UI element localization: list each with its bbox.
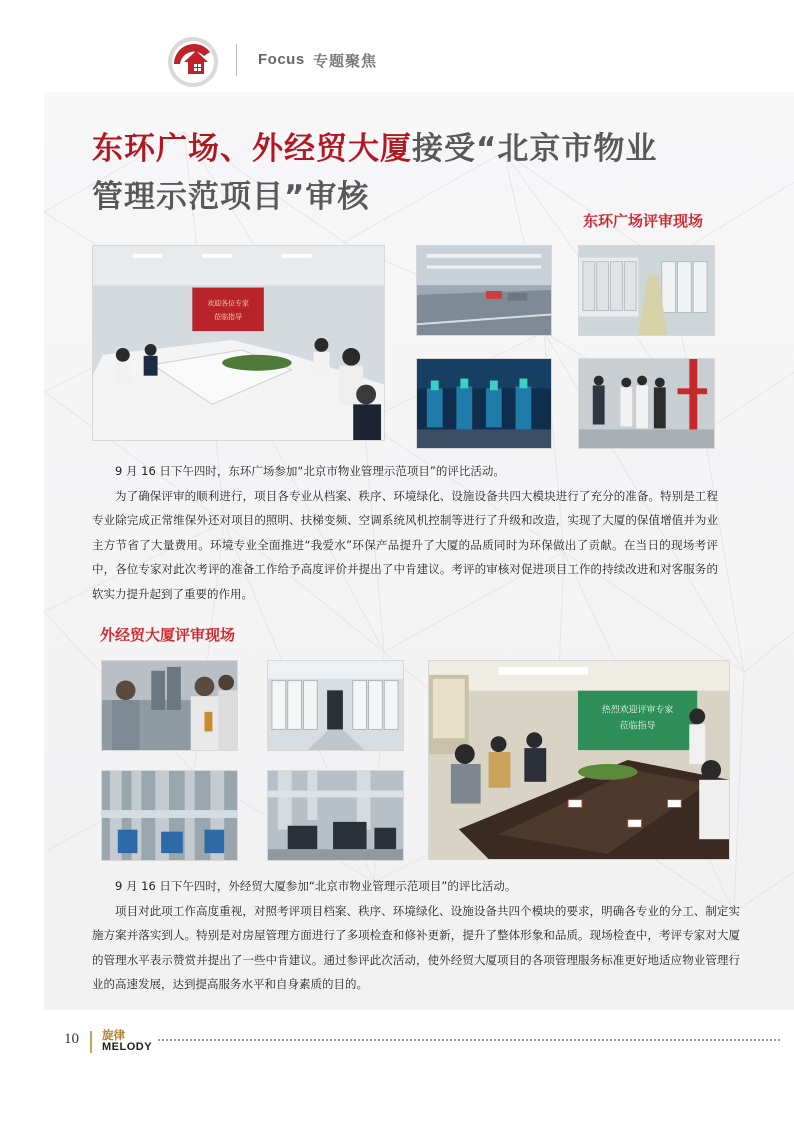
inspection-photo-icon <box>579 359 714 448</box>
header-divider <box>236 44 237 76</box>
photo-experts-inspection <box>101 660 238 751</box>
people-photo-icon <box>102 661 237 750</box>
photo-pump-units <box>267 770 404 861</box>
welcome-screen-text-2: 莅临指导 <box>619 721 656 732</box>
magazine-name-cn: 旋律 <box>102 1028 125 1042</box>
article-title <box>92 128 732 218</box>
switchgear-photo-icon <box>579 246 714 335</box>
pipes-photo-icon <box>102 771 237 860</box>
title-red-part: 东环广场、外经贸大厦 <box>92 131 412 167</box>
header-section-label: 专题聚焦 <box>313 52 378 70</box>
welcome-sign-text-1: 欢迎各位专家 <box>207 299 249 308</box>
switchgear-photo-icon <box>268 661 403 750</box>
pump-photo-icon <box>268 771 403 860</box>
title-line-2: 管理示范项目”审核 <box>92 179 370 215</box>
photo-fire-pump-inspection <box>578 358 715 449</box>
title-gray-part: 接受“北京市物业 <box>412 131 658 167</box>
magazine-name-en: MELODY <box>102 1041 153 1053</box>
photo-chiller-pipes <box>101 770 238 861</box>
footer-accent-bar <box>90 1031 92 1053</box>
photo-meeting-room <box>92 245 385 441</box>
section2-text <box>92 874 740 997</box>
photo-switchgear-hall <box>267 660 404 751</box>
section2-paragraph-1: 9 月 16 日下午四时，外经贸大厦参加“北京市物业管理示范项目”的评比活动。 <box>115 879 517 893</box>
photo-pump-room <box>416 358 552 449</box>
conference-photo-icon <box>93 246 384 440</box>
photo-meeting-table <box>428 660 730 860</box>
welcome-screen-text-1: 热烈欢迎评审专家 <box>601 705 674 716</box>
title-line-1 <box>92 128 732 170</box>
section1-paragraph-1: 9 月 16 日下午四时，东环广场参加“北京市物业管理示范项目”的评比活动。 <box>115 464 505 478</box>
section2-paragraph-2: 项目对此项工作高度重视，对照考评项目档案、秩序、环境绿化、设施设备共四个模块的要求，明确各专业的分工、制定实施方案并落实到人。特别是对房屋管理方面进行了多项检查和修补更新，提升了整体形象和品质。现场检查中，考评专家对大厦的管理水平表示赞赏并提出了一些中肯建议。通过参评此次活动，使外经贸大厦项目的各项管理服务标准更好地适应物业管理行业的高速发展，达到提高服务水平和自身素质的目的。 <box>92 903 740 992</box>
section1-paragraph-2: 为了确保评审的顺利进行，项目各专业从档案、秩序、环境绿化、设施设备共四大模块进行了充分的准备。特别是工程专业除完成正常维保外还对项目的照明、扶梯变频、空调系统风机控制等进行了升级和改造，实现了大厦的保值增值并为业主方节省了大量费用。环境专业全面推进“我爱水”环保产品提升了大厦的品质同时为环保做出了贡献。在当日的现场考评中，各位专家对此次考评的准备工作给予高度评价并提出了中肯建议。考评的审核对促进项目工作的持续改进和对客服务的软实力提升起到了重要的作用。 <box>92 488 718 601</box>
photo-parking-garage <box>416 245 552 336</box>
pump-photo-icon <box>417 359 551 448</box>
section1-text <box>92 459 718 607</box>
footer-dotted-line <box>158 1039 780 1042</box>
garage-photo-icon <box>417 246 551 335</box>
company-logo <box>164 32 222 90</box>
section1-label: 东环广场评审现场 <box>583 212 704 230</box>
photo-electrical-room <box>578 245 715 336</box>
section2-label: 外经贸大厦评审现场 <box>100 626 236 644</box>
house-logo-icon <box>164 32 222 90</box>
page-number: 10 <box>64 1031 79 1047</box>
header-focus-label: Focus <box>258 51 305 68</box>
welcome-sign-text-2: 莅临指导 <box>214 313 242 322</box>
conference-photo-icon <box>429 661 729 859</box>
